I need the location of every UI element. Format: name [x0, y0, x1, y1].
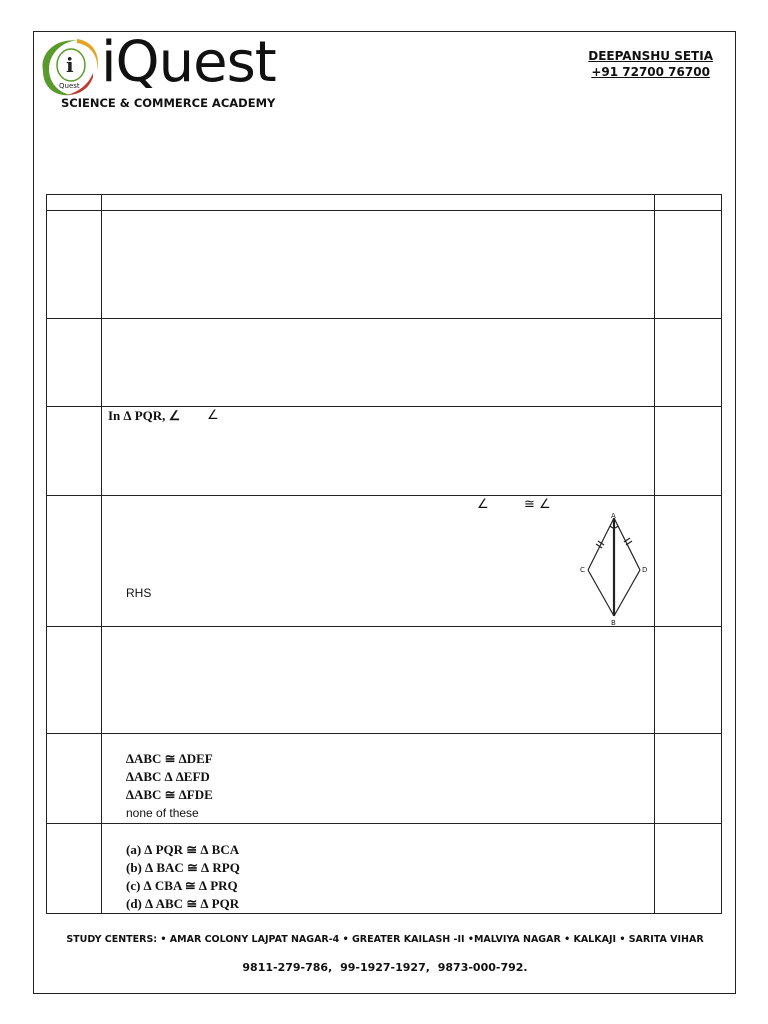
q6-option-b: ∆ABC ∆ ∆EFD: [126, 769, 210, 784]
study-centers: STUDY CENTERS: • AMAR COLONY LAJPAT NAGAR-4 • GREATER KAILASH -II •MALVIYA NAGAR • KALKAJI • SARITA VIHAR: [66, 934, 704, 945]
kite-figure: [574, 510, 654, 626]
q6-option-a: ∆ABC ≅ ∆DEF: [126, 751, 213, 766]
q7-option-c: (c) ∆ CBA ≅ ∆ PRQ: [126, 878, 238, 893]
q3-text: In ∆ PQR, ∠: [108, 408, 181, 423]
contact-phone: +91 72700 76700: [591, 65, 710, 79]
q7-option-d: (d) ∆ ABC ≅ ∆ PQR: [126, 896, 240, 911]
svg-text:i: i: [66, 53, 74, 77]
footer-phones: 9811-279-786, 99-1927-1927, 9873-000-792.: [242, 961, 528, 974]
question-table: [46, 194, 722, 914]
contact-name: DEEPANSHU SETIA: [588, 49, 713, 63]
congruent-symbol: ≅ ∠: [524, 497, 551, 512]
brand-name: iQuest: [101, 30, 276, 95]
svg-text:C: C: [580, 566, 585, 574]
q7-option-b: (b) ∆ BAC ≅ ∆ RPQ: [126, 860, 240, 875]
academy-name: SCIENCE & COMMERCE ACADEMY: [61, 96, 276, 110]
svg-text:A: A: [611, 512, 616, 520]
q6-option-c: ∆ABC ≅ ∆FDE: [126, 787, 213, 802]
svg-text:Quest: Quest: [59, 82, 80, 90]
q7-option-a: (a) ∆ PQR ≅ ∆ BCA: [126, 842, 240, 857]
svg-text:D: D: [642, 566, 648, 574]
q6-option-d: none of these: [126, 806, 199, 820]
angle-symbol: ∠: [477, 497, 489, 512]
contact-block: [588, 48, 713, 80]
angle-symbol: ∠: [207, 408, 219, 423]
svg-text:B: B: [611, 619, 616, 626]
rhs-label: RHS: [126, 586, 152, 600]
